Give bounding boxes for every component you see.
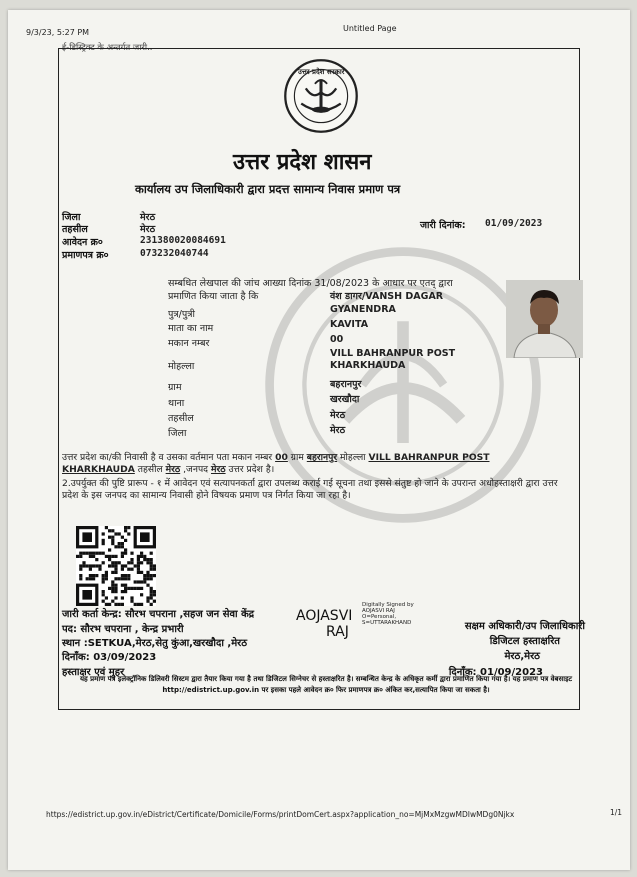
authority-date: दिनाँक: 01/09/2023	[448, 667, 543, 678]
digital-signature-details: Digitally Signed by AOJASVI RAJ O=Personal, S=UTTARAKHAND	[362, 602, 414, 626]
detail-value-mother: KAVITA	[330, 319, 369, 330]
detail-label-house: मकान नम्बर	[168, 338, 210, 349]
certificate-title: उत्तर प्रदेश शासन	[233, 149, 372, 175]
authority-signature: डिजिटल हस्ताक्षरित	[489, 636, 560, 647]
detail-label-tehsil: तहसील	[168, 413, 194, 424]
print-page-title: Untitled Page	[343, 24, 397, 33]
detail-label-police-station: थाना	[168, 398, 185, 409]
footer-note: यह प्रमाण पत्र इलेक्ट्रॉनिक डिलिवरी सिस्टम द्वारा तैयार किया गया है तथा डिजिटल सिग्नेचर से हस्ताक्षरित है। सम्बन्धित केन्द्र के अधिकृत कर्मी द्वारा प्रमाणित किया गया है। यह प्रमाण पत्र वेबसाइट http://edistrict.up.gov.in पर इसका पहले आवेदन क्र० फिर प्रमाणपत्र क्र० अंकित कर,सत्यापित किया जा सकता है।	[79, 675, 573, 694]
issuer-center: जारी कर्ता केन्द्र: सौरभ चपराना ,सहज जन सेवा केंद्र	[62, 609, 255, 620]
certified-label: प्रमाणित किया जाता है कि	[168, 291, 259, 302]
issuer-place: स्थान :SETKUA,मेरठ,सेतु कुंआ,खरखौदा ,मेरठ	[62, 638, 248, 649]
print-datetime: 9/3/23, 5:27 PM	[26, 28, 90, 37]
info-label-application-no: आवेदन क्र०	[62, 237, 103, 248]
print-url: https://edistrict.up.gov.in/eDistrict/Certificate/Domicile/Forms/printDomCert.aspx?application_no=MjMxMzgwMDIwMDg0Njkx	[46, 810, 515, 819]
issuer-date: दिनाँक: 03/09/2023	[62, 652, 157, 663]
detail-value-locality: VILL BAHRANPUR POST KHARKHAUDA	[330, 348, 456, 371]
detail-value-tehsil: मेरठ	[330, 410, 346, 421]
confirmation-paragraph: 2.उपर्युक्त की पुष्टि प्रारूप - १ में आवेदन एवं सत्यापनकर्ता द्वारा उपलब्ध कराई गई सूचना तथा इससे संतुष्ट हो जाने के उपरान्त अधोहस्ताक्षरी द्वारा उत्तर प्रदेश के इस जनपद का सामान्य निवासी होने विषयक प्रमाण पत्र निर्गत किया जा रहा है।	[62, 478, 558, 501]
info-value-application-no: 231380020084691	[140, 235, 226, 246]
signer-name-line1: AOJASVI	[296, 608, 353, 624]
qr-code	[76, 526, 156, 606]
detail-value-police-station: खरखौदा	[330, 394, 360, 405]
verification-line: सम्बधित लेखपाल की जांच आख्या दिनांक 31/08/2023 के आधार पर एतद् द्वारा	[168, 278, 453, 289]
detail-value-house: 00	[330, 334, 344, 345]
detail-value-district: मेरठ	[330, 425, 346, 436]
info-value-district: मेरठ	[140, 212, 156, 223]
detail-label-mother: माता का नाम	[168, 323, 214, 334]
issue-date-value: 01/09/2023	[485, 218, 543, 229]
info-value-certificate-no: 073232040744	[140, 248, 209, 259]
detail-label-locality: मोहल्ला	[168, 361, 195, 372]
detail-label-district: जिला	[168, 428, 187, 439]
info-label-tehsil: तहसील	[62, 224, 88, 235]
applicant-photo	[506, 280, 583, 358]
detail-value-village: बहरानपुर	[330, 379, 362, 390]
emblem-text: उत्तर प्रदेश सरकार	[298, 68, 345, 76]
detail-label-village: ग्राम	[168, 382, 182, 393]
person-photo-icon	[506, 280, 583, 358]
info-label-district: जिला	[62, 212, 81, 223]
authority-title: सक्षम अधिकारी/उप जिलाधिकारी	[464, 621, 585, 632]
qr-code-icon	[76, 526, 156, 606]
authority-place: मेरठ,मेरठ	[504, 651, 540, 662]
detail-label-parent: पुत्र/पुत्री	[168, 309, 195, 320]
signer-name-line2: RAJ	[326, 624, 349, 640]
certificate-page	[8, 10, 630, 870]
edistrict-note: ई-डिस्ट्रिक्ट के अन्तर्गत जारी..	[62, 43, 153, 53]
issuer-seal: हस्ताक्षर एवं मुहर	[62, 667, 125, 678]
certificate-subtitle: कार्यालय उप जिलाधिकारी द्वारा प्रदत्त सामान्य निवास प्रमाण पत्र	[135, 182, 401, 196]
info-label-certificate-no: प्रमाणपत्र क्र०	[62, 250, 109, 261]
info-value-tehsil: मेरठ	[140, 224, 156, 235]
residence-paragraph: उत्तर प्रदेश का/की निवासी है व उसका वर्तमान पता मकान नम्बर 00 ग्राम बहरानपुर मोहल्ला VILL BAHRANPUR POST KHARKHAUDA तहसील मेरठ ,जनपद मेरठ उत्तर प्रदेश है।	[62, 452, 490, 475]
print-page-count: 1/1	[610, 808, 623, 817]
applicant-name: वंश डागर/VANSH DAGAR	[330, 291, 444, 302]
issuer-post: पद: सौरभ चपराना , केन्द्र प्रभारी	[62, 624, 184, 635]
issue-date-label: जारी दिनांक:	[420, 220, 466, 231]
detail-value-parent: GYANENDRA	[330, 304, 396, 315]
